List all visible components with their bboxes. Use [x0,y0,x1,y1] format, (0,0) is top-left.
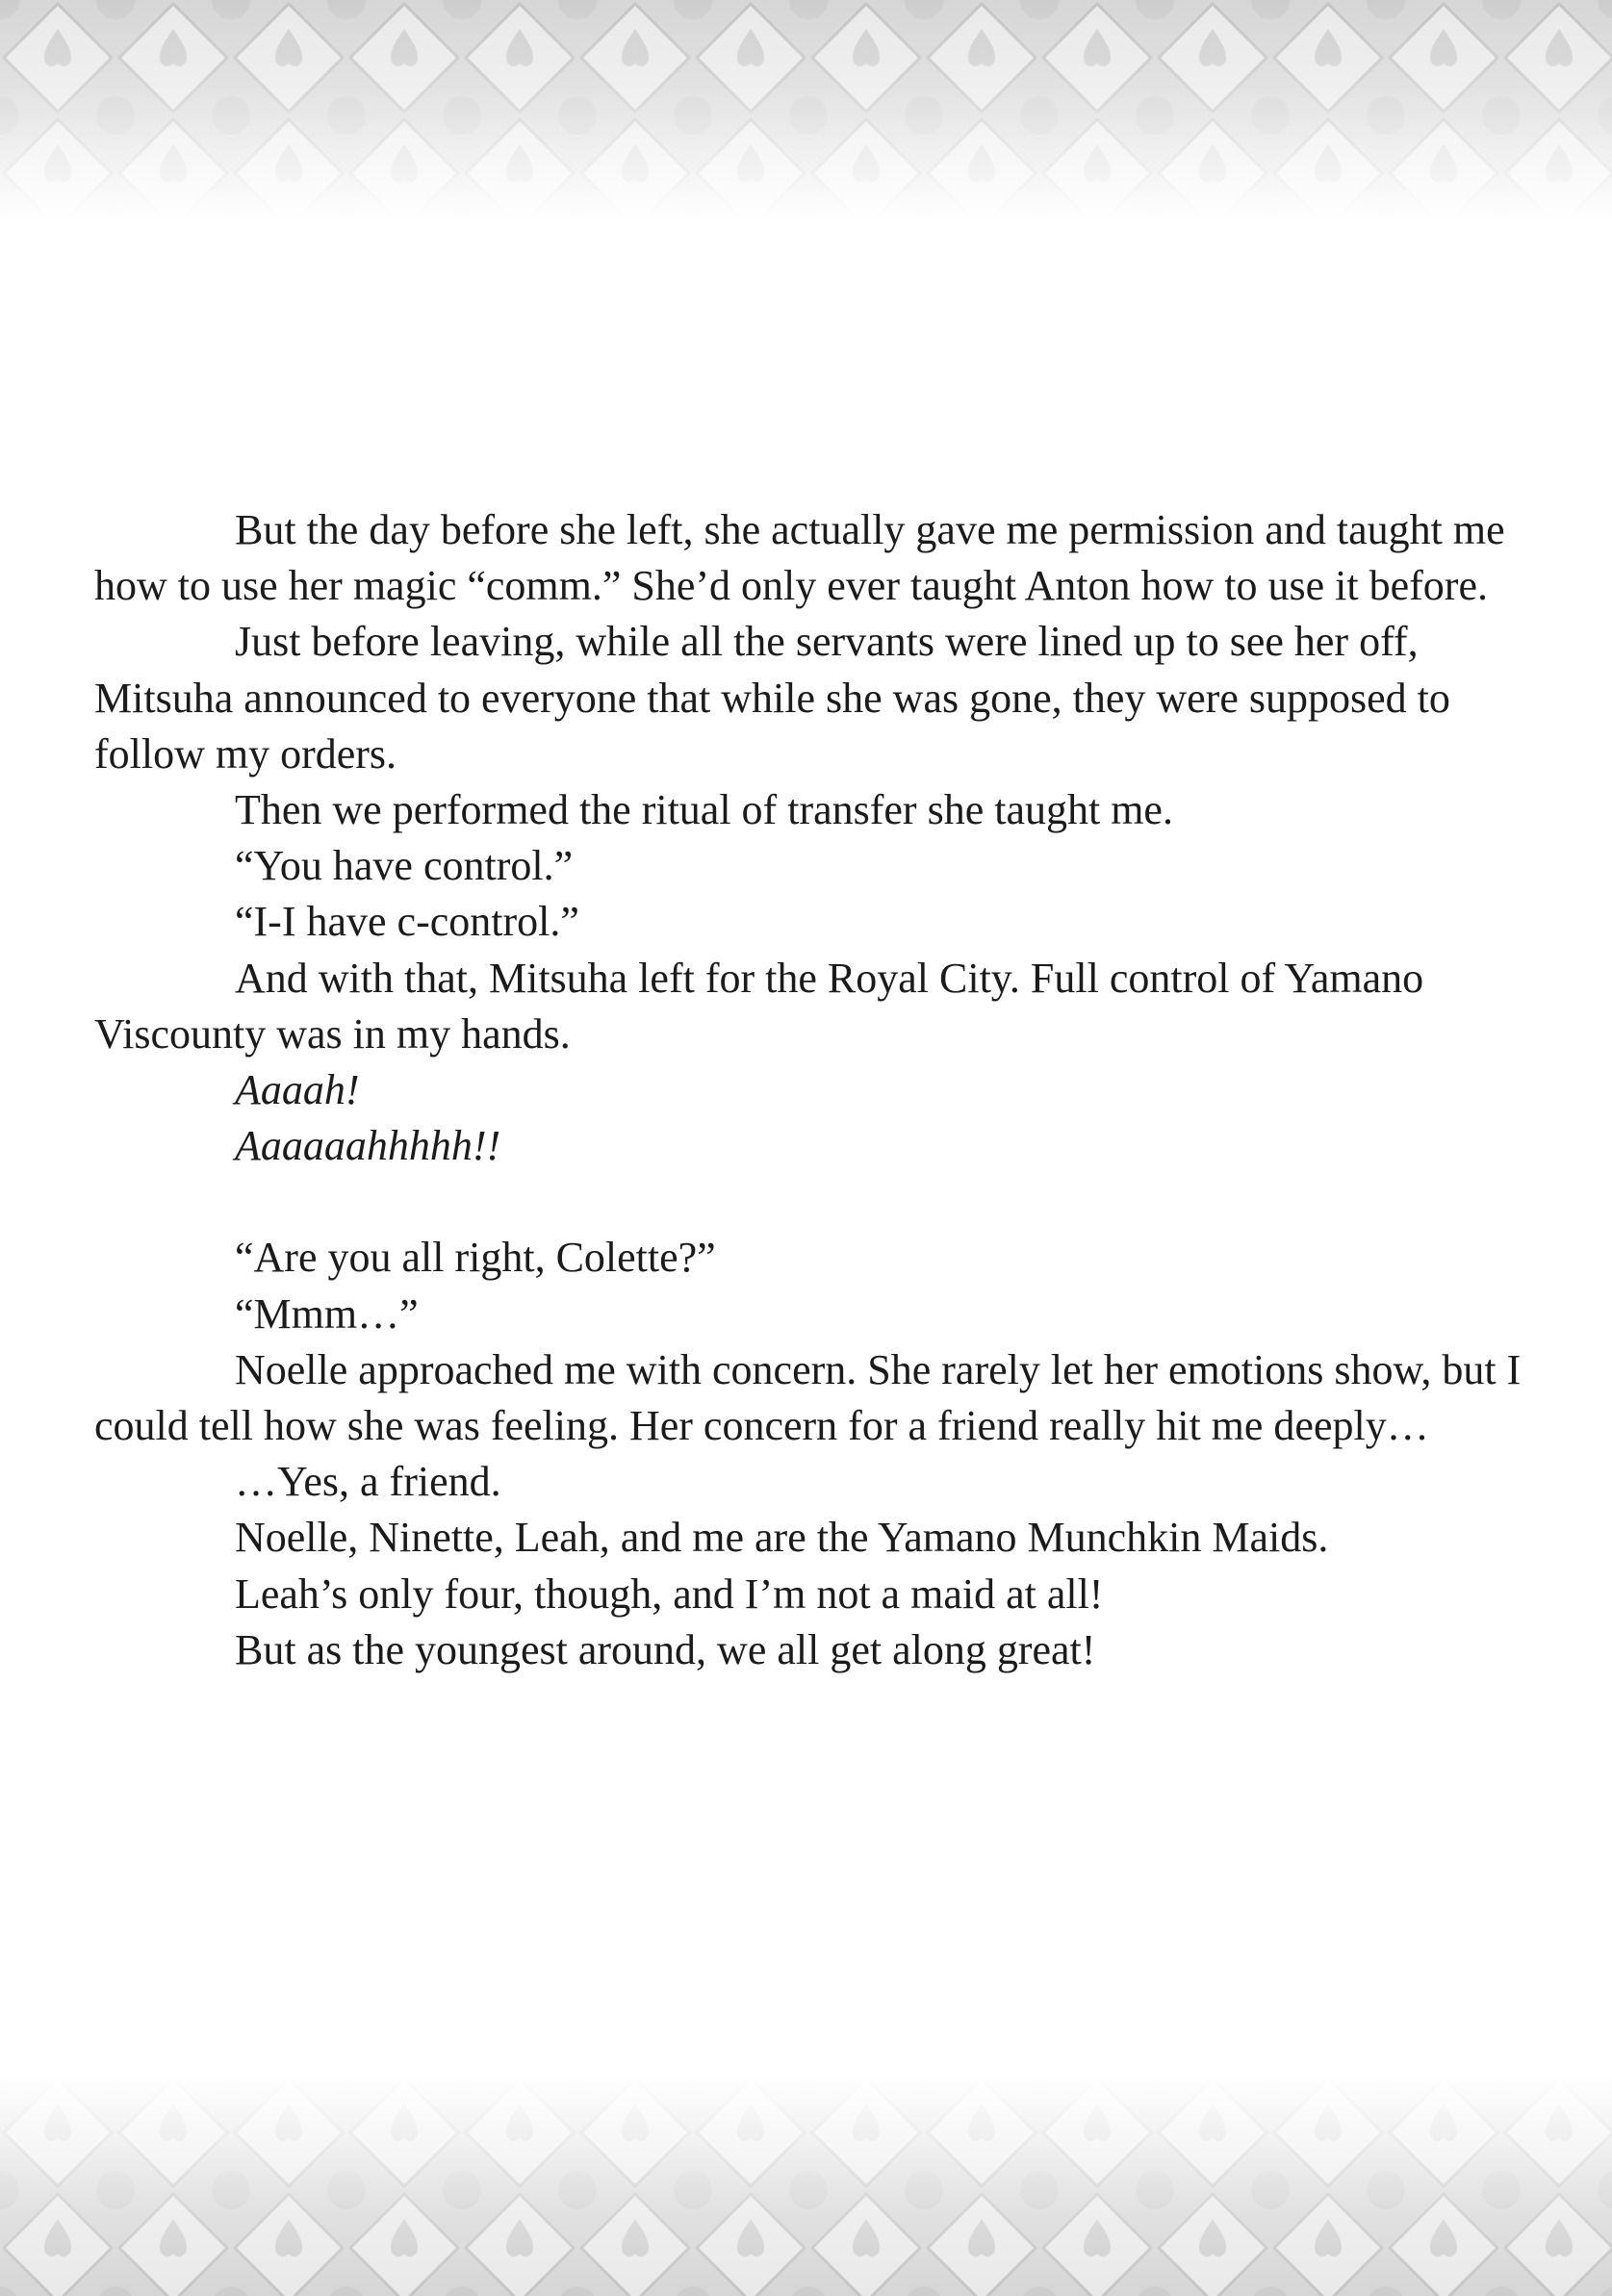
paragraph: Then we performed the ritual of transfer she taught me. [235,786,1173,834]
dialogue-line: “Mmm…” [235,1289,419,1338]
paragraph: Leah’s only four, though, and I’m not a maid at all! [235,1569,1104,1618]
body-text [94,502,1528,1678]
paragraph: Just before leaving, while all the servants were lined up to see her off, Mitsuha announced to everyone that while she was gone, they were supposed to follow my orders. [94,618,1450,778]
paragraph: But the day before she left, she actually gave me permission and taught me how to use her magic “comm.” She’d only ever taught Anton how to use it before. [94,506,1505,610]
paragraph: Noelle, Ninette, Leah, and me are the Yamano Munchkin Maids. [235,1514,1329,1562]
italic-exclamation: Aaaaaahhhhh!! [235,1122,501,1170]
fleur-de-lis-diamond-icon [0,2075,1612,2296]
dialogue-line: “You have control.” [235,842,574,890]
italic-exclamation: Aaaah! [235,1066,360,1114]
paragraph: …Yes, a friend. [235,1458,501,1506]
dialogue-line: “Are you all right, Colette?” [235,1234,716,1282]
bottom-decorative-border [0,2075,1612,2296]
top-decorative-border [0,0,1612,221]
fleur-de-lis-diamond-icon [0,0,1612,221]
paragraph: But as the youngest around, we all get along great! [235,1625,1096,1673]
paragraph: And with that, Mitsuha left for the Royal City. Full control of Yamano Viscounty was in my hands. [94,954,1424,1058]
paragraph: Noelle approached me with concern. She rarely let her emotions show, but I could tell how she was feeling. Her concern for a friend really hit me deeply… [94,1345,1522,1450]
scene-break [94,1174,1528,1230]
dialogue-line: “I-I have c-control.” [235,898,579,946]
